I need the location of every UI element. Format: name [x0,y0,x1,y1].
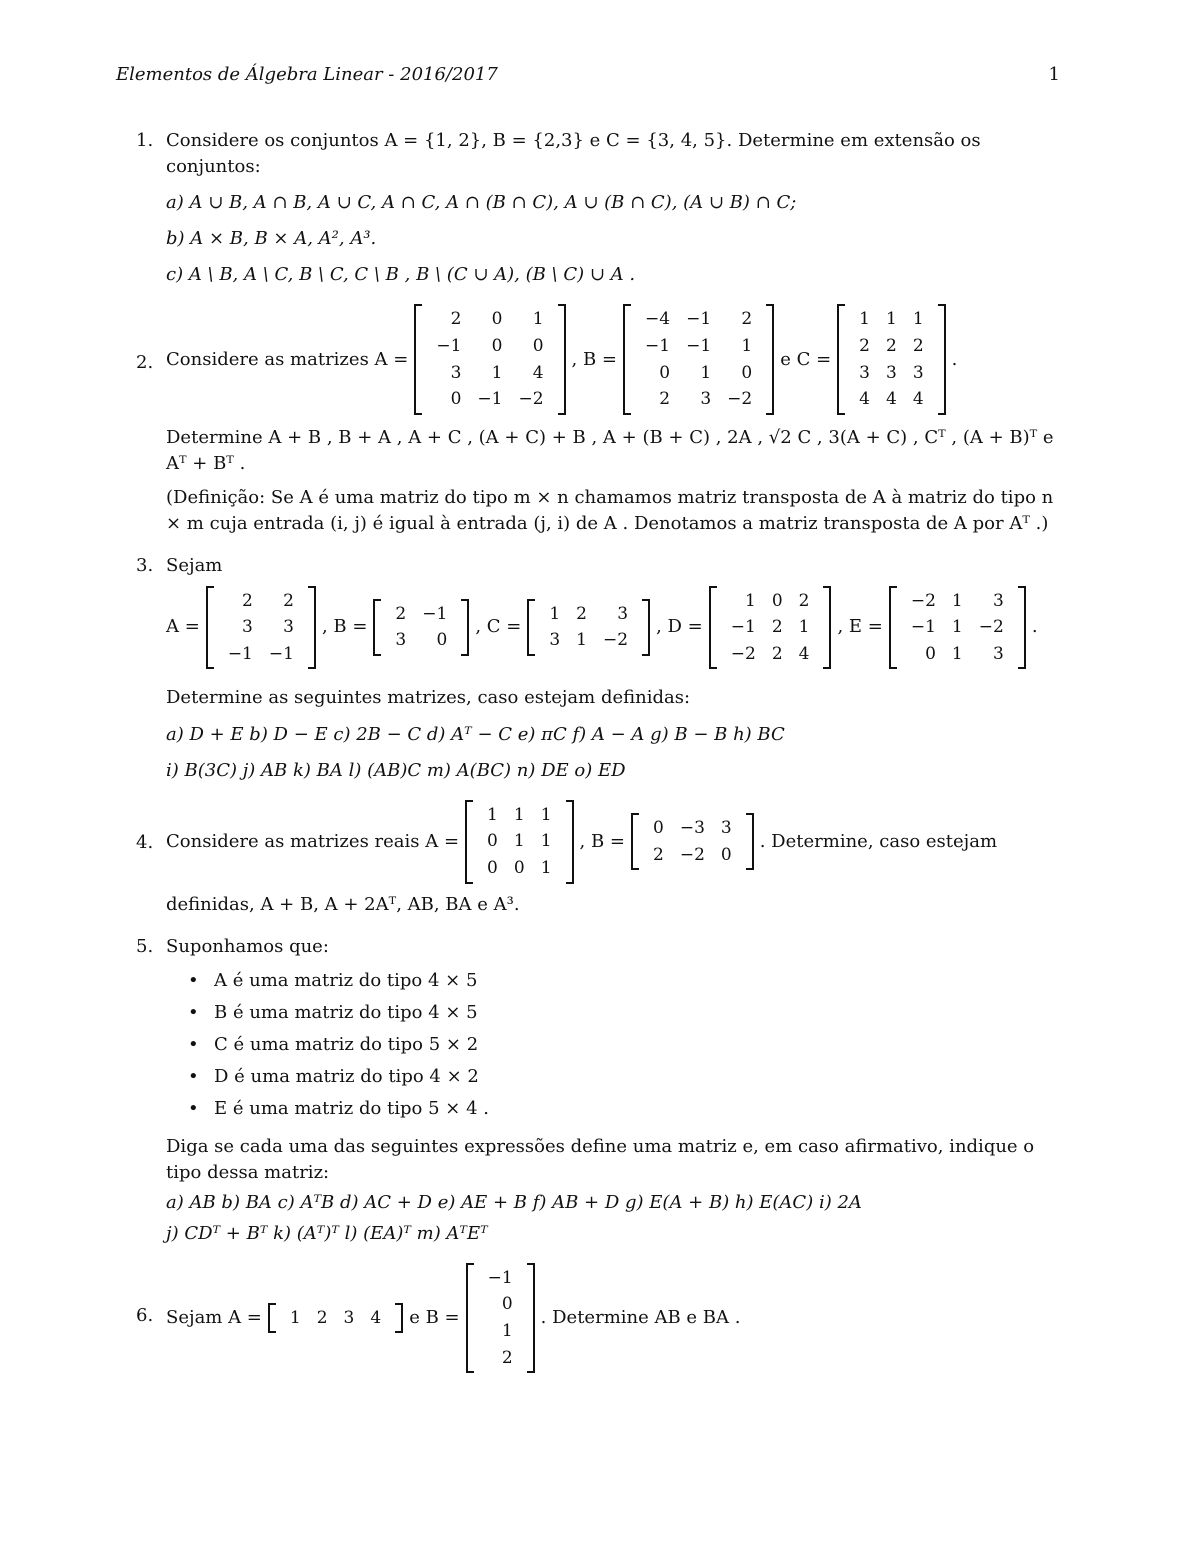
separator-B: , B = [579,830,626,852]
matrix-entry: 2 [771,643,783,664]
separator-D: , D = [656,616,703,638]
matrix-entry: 2 [283,590,294,611]
matrix-entry: 3 [700,389,712,410]
exercise-lead: Sejam [166,555,223,577]
matrix-entry: 0 [436,630,448,651]
matrix-table [645,815,740,868]
matrix-entry: 1 [951,590,963,611]
matrix-B [623,304,774,415]
matrix-entry: 2 [653,844,664,865]
separator-E: , E = [837,616,883,638]
matrix-entry: 0 [450,389,462,410]
matrix-entry: 4 [370,1307,382,1328]
end-dot: . [951,348,958,370]
matrix-E [889,586,1026,670]
matrix-row [166,586,1062,670]
matrix-entry: −1 [487,1267,513,1288]
matrix-entry: 4 [532,362,544,383]
matrix-entry: 0 [771,590,783,611]
separator-C: , C = [475,616,522,638]
matrix-row-cells [480,1265,521,1292]
matrix-entry: −1 [422,603,448,624]
matrix-table [282,1305,389,1332]
matrix-entry: 4 [912,389,924,410]
matrix-entry: 1 [951,617,963,638]
exercise-3 [136,553,1062,783]
matrix-entry: 2 [501,1347,513,1368]
matrix-entry: 2 [771,617,783,638]
exercise-number: 6. [136,1304,154,1326]
matrix-row-cells [220,614,302,641]
matrix-entry: 2 [450,309,462,330]
matrix-entry: 0 [487,857,498,878]
matrix-entry: 1 [700,362,712,383]
matrix-entry: 2 [576,603,587,624]
matrix-B [631,813,754,870]
matrix-entry: 1 [513,804,525,825]
matrix-entry: 4 [885,389,897,410]
item-a: a) A ∪ B, A ∩ B, A ∪ C, A ∩ C, A ∩ (B ∩ C), A ∪ (B ∩ C), (A ∪ B) ∩ C; [166,192,797,214]
matrix-entry: 1 [912,309,924,330]
matrix-table [541,601,636,654]
matrix-entry: 0 [491,336,503,357]
matrix-A [206,586,316,670]
matrix-row-cells [387,627,455,654]
separator-C: e C = [780,348,832,370]
bullet-item: • C é uma matriz do tipo 5 × 2 [188,1032,1062,1058]
matrix-row [166,800,1062,884]
matrix-entry: 1 [741,336,753,357]
matrix-entry: −2 [603,630,629,651]
matrix-row-cells [479,802,559,829]
matrix-row-cells [851,333,931,360]
matrix-entry: 2 [798,590,810,611]
bullet-item: • D é uma matriz do tipo 4 × 2 [188,1064,1062,1090]
matrix-C [837,304,945,415]
matrix-entry: 1 [576,630,587,651]
matrix-table [428,306,551,413]
exercise-tail: . Determine AB e BA . [540,1306,741,1328]
matrix-B [373,599,469,656]
definition-text: (Definição: Se A é uma matriz do tipo m × n chamamos matriz transposta de A à matriz do tipo n × m cuja entrada (i, j) é igual à entrada (j, i) de A . Denotamos a matriz transposta de A por Aᵀ .) [166,487,1054,535]
label-A: A = [166,616,200,638]
exercise-number: 4. [136,831,154,853]
matrix-entry: 1 [487,804,498,825]
matrix-entry: 0 [487,831,498,852]
exercise-tail: . Determine, caso estejam [759,830,998,852]
matrix-entry: 0 [925,643,936,664]
matrix-entry: −1 [645,336,671,357]
matrix-entry: −1 [477,389,503,410]
matrix-row-cells [903,588,1012,615]
exercise-number: 2. [136,352,154,374]
bullet-item: • B é uma matriz do tipo 4 × 5 [188,1000,1062,1026]
matrix-row-cells [220,641,302,668]
matrix-entry: 1 [513,831,525,852]
matrix-entry: 2 [741,309,753,330]
matrix-entry: 2 [859,336,870,357]
matrix-entry: −1 [686,309,712,330]
exercise-list [136,128,1062,1389]
matrix-row-cells [479,855,559,882]
page-number: 1 [1048,64,1060,85]
matrix-row [166,1263,1062,1374]
matrix-entry: 2 [912,336,924,357]
matrix-table [637,306,760,413]
matrix-entry: 1 [951,643,963,664]
matrix-entry: −4 [645,309,671,330]
matrix-entry: −2 [518,389,544,410]
matrix-row-cells [282,1305,389,1332]
matrix-row-cells [903,641,1012,668]
matrix-entry: 3 [617,603,629,624]
matrix-entry: 3 [242,617,253,638]
matrix-C [527,599,650,656]
matrix-D [709,586,832,670]
matrix-table [387,601,455,654]
matrix-row-cells [851,386,931,413]
matrix-row-cells [723,641,818,668]
matrix-entry: −1 [686,336,712,357]
matrix-entry: 1 [491,362,503,383]
matrix-row-cells [480,1291,521,1318]
matrix-entry: 1 [540,804,552,825]
matrix-entry: 1 [289,1307,301,1328]
matrix-entry: 3 [912,362,924,383]
bullet-list [166,968,1062,1122]
matrix-entry: 0 [532,336,544,357]
matrix-entry: 0 [741,362,753,383]
matrix-table [479,802,559,882]
matrix-entry: 3 [450,362,462,383]
matrix-row [166,304,1062,415]
matrix-entry: 1 [885,309,897,330]
items-row-2: i) B(3C) j) AB k) BA l) (AB)C m) A(BC) n) DE o) ED [166,759,626,781]
matrix-table [220,588,302,668]
matrix-B [466,1263,535,1374]
matrix-entry: −1 [268,643,294,664]
instruction-text: Determine as seguintes matrizes, caso estejam definidas: [166,687,691,709]
exercise-text: Considere os conjuntos A = {1, 2}, B = {2,3} e C = {3, 4, 5}. Determine em extensão os conjuntos: [166,130,981,178]
separator-B: e B = [409,1306,460,1328]
matrix-A [268,1303,403,1334]
separator-B: , B = [321,616,368,638]
matrix-entry: −1 [436,336,462,357]
matrix-row-cells [637,306,760,333]
matrix-row-cells [428,306,551,333]
matrices-lead: Sejam A = [166,1306,262,1328]
exercise-5 [136,934,1062,1247]
exercise-4 [136,800,1062,918]
matrix-entry: 2 [395,603,407,624]
exercise-6 [136,1263,1062,1374]
matrix-entry: 1 [798,617,810,638]
matrix-entry: −1 [730,617,756,638]
matrix-table [480,1265,521,1372]
matrix-entry: 2 [242,590,253,611]
bullet-item: • E é uma matriz do tipo 5 × 4 . [188,1096,1062,1122]
matrix-table [903,588,1012,668]
exercise-line-2: definidas, A + B, A + 2Aᵀ, AB, BA e A³. [166,893,520,915]
matrix-row-cells [479,828,559,855]
matrix-row-cells [541,601,636,628]
matrix-entry: −1 [227,643,253,664]
matrix-entry: 4 [859,389,870,410]
matrix-row-cells [428,386,551,413]
matrix-row-cells [645,842,740,869]
exercise-1 [136,128,1062,288]
page-header [116,62,1060,88]
matrix-entry: 2 [659,389,671,410]
exercise-2 [136,304,1062,537]
matrix-row-cells [645,815,740,842]
exercise-lead: Suponhamos que: [166,935,329,957]
matrix-entry: 2 [316,1307,328,1328]
matrix-row-cells [637,333,760,360]
matrix-entry: 3 [992,590,1004,611]
matrix-entry: 3 [343,1307,355,1328]
matrix-entry: −2 [978,617,1004,638]
matrix-entry: 4 [798,643,810,664]
exercise-number: 1. [136,130,154,151]
matrix-A [465,800,573,884]
matrix-row-cells [480,1345,521,1372]
matrix-row-cells [480,1318,521,1345]
matrix-row-cells [541,627,636,654]
matrix-row-cells [637,386,760,413]
matrix-row-cells [903,614,1012,641]
matrix-entry: 3 [859,362,870,383]
matrix-entry: 3 [720,818,732,839]
matrix-row-cells [723,614,818,641]
matrix-table [723,588,818,668]
header-title: Elementos de Álgebra Linear - 2016/2017 [116,64,498,85]
matrix-entry: 3 [992,643,1004,664]
exercise-number: 3. [136,555,154,577]
matrix-entry: −2 [679,844,705,865]
question-text: Diga se cada uma das seguintes expressões define uma matriz e, em caso afirmativo, indique o tipo dessa matriz: [166,1136,1035,1184]
matrix-row-cells [220,588,302,615]
items-row-2: j) CDᵀ + Bᵀ k) (Aᵀ)ᵀ l) (EA)ᵀ m) AᵀEᵀ [166,1222,488,1244]
separator-B: , B = [571,348,618,370]
matrix-entry: 3 [549,630,561,651]
matrix-entry: 1 [532,309,544,330]
matrix-entry: 1 [744,590,756,611]
matrix-entry: −3 [679,818,705,839]
determine-text: Determine A + B , B + A , A + C , (A + C) + B , A + (B + C) , 2A , √2 C , 3(A + C) , Cᵀ , (A + B)ᵀ e Aᵀ + Bᵀ . [166,427,1054,475]
matrix-row-cells [428,333,551,360]
matrices-lead: Considere as matrizes A = [166,348,409,370]
matrix-entry: 0 [501,1294,513,1315]
matrix-entry: 0 [659,362,671,383]
matrix-entry: 0 [653,818,664,839]
matrix-entry: 2 [885,336,897,357]
matrix-entry: 0 [513,857,525,878]
matrix-entry: −1 [910,617,936,638]
matrix-entry: −2 [730,643,756,664]
matrix-row-cells [637,360,760,387]
matrix-entry: 1 [540,857,552,878]
items-row-1: a) AB b) BA c) AᵀB d) AC + D e) AE + B f) AB + D g) E(A + B) h) E(AC) i) 2A [166,1192,862,1214]
matrix-table [851,306,931,413]
bullet-item: • A é uma matriz do tipo 4 × 5 [188,968,1062,994]
end-dot: . [1031,616,1038,638]
matrix-row-cells [851,360,931,387]
matrix-entry: 1 [859,309,870,330]
matrix-entry: 3 [395,630,407,651]
matrix-entry: 0 [720,844,732,865]
matrix-row-cells [428,360,551,387]
matrix-entry: 0 [491,309,503,330]
matrix-A [414,304,565,415]
matrix-entry: 3 [885,362,897,383]
matrix-row-cells [851,306,931,333]
matrix-row-cells [723,588,818,615]
matrix-entry: −2 [910,590,936,611]
item-b: b) A × B, B × A, A², A³. [166,228,377,250]
matrix-entry: 1 [549,603,561,624]
items-row-1: a) D + E b) D − E c) 2B − C d) Aᵀ − C e) πC f) A − A g) B − B h) BC [166,723,785,745]
matrices-lead: Considere as matrizes reais A = [166,830,460,852]
matrix-entry: 3 [283,617,294,638]
exercise-number: 5. [136,935,154,957]
matrix-entry: 1 [540,831,552,852]
matrix-entry: −2 [727,389,753,410]
matrix-row-cells [387,601,455,628]
item-c: c) A \ B, A \ C, B \ C, C \ B , B \ (C ∪ A), (B \ C) ∪ A . [166,264,636,286]
matrix-entry: 1 [501,1320,513,1341]
